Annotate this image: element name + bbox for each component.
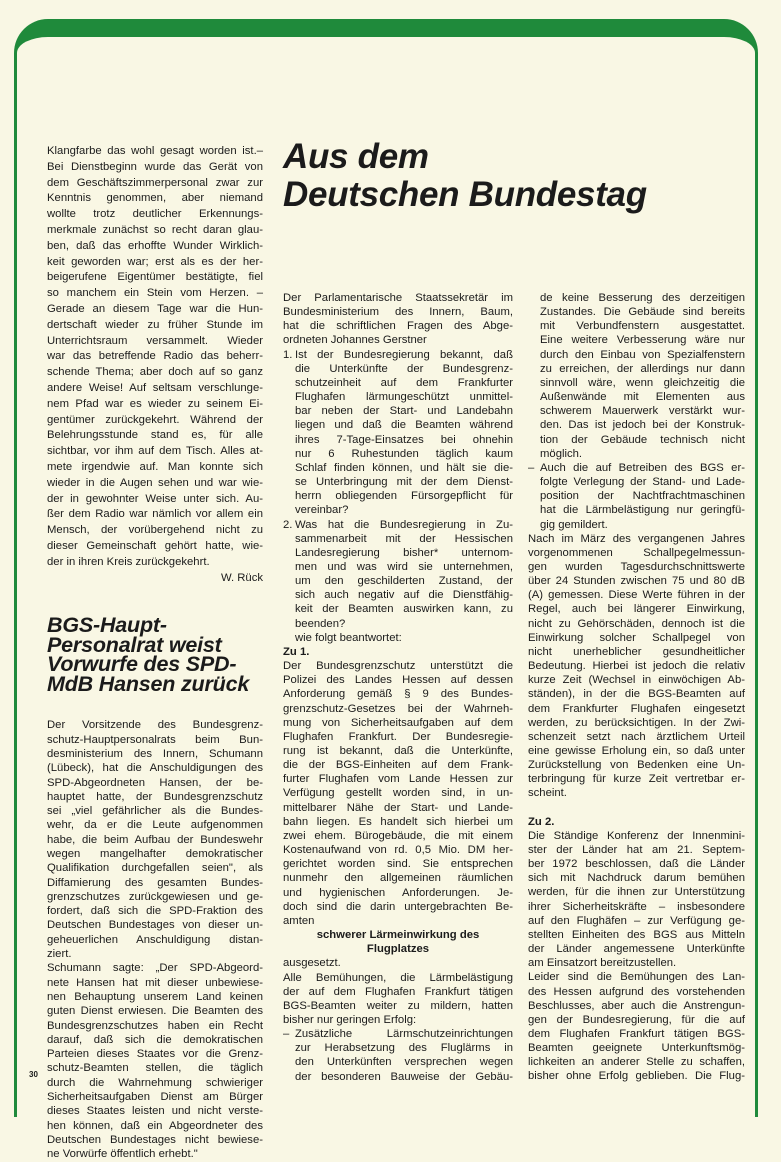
headline-line: Personalrat weist [47,632,222,657]
list-item [528,291,745,461]
text-line: wegen mangelhafter demokratischer [47,847,263,860]
text-line: desministerium des Innern, Schumann [47,747,263,760]
text-line: rung ist bekannt, daß die Unterkünfte, [283,745,513,757]
text-line: um den geschilderten Zustand, der [295,575,513,588]
text-line: vorgenommenen Schallpegelmessun- [528,546,745,559]
paragraph [47,961,263,1161]
text-line: ordneten Johannes Gerstner [283,334,427,347]
text-line: gerichtet worden sind. Sie entsprechen [283,858,513,871]
text-line: hat die schriftlichen Fragen des Abge- [283,320,513,333]
article-radio-ending [47,144,263,586]
text-line: nem Pfad war es wieder zu seinem Ei- [47,397,263,410]
text-line: habe, die beim Aufbau der Bundeswehr [47,833,263,846]
text-line: Kostenaufwand von rd. 0,5 Mio. DM her- [283,844,513,857]
text-line: ßer dem Radio war nämlich vor allem ein [47,508,263,521]
text-line: Belehrungsstunde stand es, für alle [47,429,263,442]
text-line: der in gewohnter Weise unter sich. Au- [47,492,263,505]
text-line: Mensch, der vorübergehend nicht zu [47,524,263,537]
article-headline-bgs [47,613,263,696]
text-line: amten [283,914,315,927]
text-line: terbringung für kurze Zeit vertretbar er- [528,773,745,786]
text-line: gentümer zurückgekehrt. Während der [47,413,263,426]
text-line: Klangfarbe das wohl gesagt worden ist.– [47,145,263,157]
text-line: andere Weise! Auf seltsam verschlunge- [47,381,263,394]
text-line: position der Nachtfrachtmaschinen [540,490,745,503]
text-line: Einwirkung solcher Schallpegel von [528,631,745,644]
section-title [283,138,647,214]
left-column [47,144,263,1162]
text-line: Anforderung gemäß § 9 des Bundes- [283,688,513,701]
text-line: Flugplatzes [366,943,430,956]
list-marker: – [283,1028,290,1041]
text-line: Beschlusses, aber auch die Anstrengun- [528,999,745,1012]
list-marker: – [528,461,535,474]
article-bgs-body [47,718,263,1161]
text-line: kurze Zeit (Wechsel in einwöchigen Ab- [528,674,745,687]
text-line: schutz-Hauptpersonalrats beim Bun- [47,733,263,746]
spacer [528,801,745,815]
text-line: hat die Lärmbelästigung nur geringfü- [540,504,745,517]
text-line: dertschaft wieder zu früher Stunde im [47,318,263,331]
text-line: fordert, daß sich die SPD-Fraktion des [47,905,263,918]
paragraph [283,291,513,348]
text-line: Deutschen Bundestages von dieser un- [47,919,263,932]
text-line: und hygienischen Anforderungen. Je- [283,886,513,899]
text-line: Zu 1. [283,645,310,658]
text-line: guten Dienst erwiesen. Die Beamten des [47,1005,263,1018]
text-line: Bedeutung. Hierbei ist jedoch die relativ [528,660,745,673]
page-number: 30 [29,1070,38,1079]
text-line: W. Rück [220,571,263,584]
list-item [283,518,513,631]
text-line: Polizei des Landes Hessen auf dessen [283,674,513,687]
text-line: sich auch negativ auf die Dienstfähig- [295,589,513,602]
text-line: Leider sind die Bemühungen des Lan- [528,971,745,984]
text-line: schwerem Mauerwerk verstärkt wur- [540,405,745,418]
list-item [283,1027,513,1084]
text-line: die der BGS-Einheiten auf dem Frank- [283,759,513,772]
text-line: des Hessen aufgrund des vorstehenden [528,985,745,998]
text-line: schwerer Lärmeinwirkung des [316,929,480,942]
text-line: der auf dem Flughafen Frankfurt tätigen [283,985,513,998]
text-line: war das betreffende Radio das beherr- [47,350,263,363]
list-item [283,348,513,518]
section-title-line: Deutschen Bundestag [283,175,647,214]
text-line: Der Vorsitzende des Bundesgrenz- [47,719,263,732]
text-line: scheint. [528,787,567,800]
text-line: geheuerlichen Anschuldigung distan- [47,933,263,946]
text-line: Bei Dienstbeginn wurde das Gerät von [47,160,263,173]
text-line: der Länder angemessene Unterkünfte [528,943,745,956]
text-line: schutz-Beamten stellen, die täglich [47,1062,263,1075]
paragraph [47,718,263,961]
text-line: Bundesministerium des Innern, Baum, [283,306,513,319]
text-line: Flughafen lärmungeschützt unmittel- [295,391,513,404]
text-line: schende Thema; aber doch auf so ganz [47,366,263,379]
text-line: gen der Bundesregierung, für die auf [528,1013,745,1026]
list-item [283,631,513,645]
text-line: wollte trotz deutlicher Erkennungs- [47,208,263,221]
text-line: lichkeiten an anderer Stelle zu schaffen, [528,1056,745,1069]
text-line: der besonderen Bauweise der Gebäu- [295,1070,513,1083]
text-line: die Unterkünfte der Bundesgrenz- [295,362,513,375]
paragraph [283,971,513,1028]
text-line: SPD-Abgeordneten Hansen, der be- [47,776,263,789]
text-line: dieser Gemeinschaft gehört hatte, wie- [47,539,263,552]
text-line: Zusätzliche Lärmschutzeinrichtungen [295,1028,513,1041]
text-line: wie folgt beantwortet: [295,631,402,644]
text-line: keit der Beamten auswirken kann, zu [295,603,513,616]
text-line: schenzeit setzt nach ärztlichem Urteil [528,730,745,743]
text-line: nur 6 Ruhestunden täglich kaum [295,447,513,460]
text-line: Alle Bemühungen, die Lärmbelästigung [283,971,513,984]
text-line: Schlaf finden können, und hält sie die- [295,461,513,474]
text-line: dieses Staates leisten und nicht verste- [47,1105,263,1118]
text-line: hen können, daß ein Abgeordneter des [47,1119,263,1132]
text-line: den. Das ist jedoch bei der Konstruk- [540,419,745,432]
paragraph [47,144,263,571]
text-line: gig gemildert. [540,518,608,531]
text-line: sich mit Nachdruck darum bemühen [528,872,745,885]
text-line: keit geworden war; erst als es der her- [47,255,263,268]
text-line: nunmehr den allgemeinen räumlichen [283,872,513,885]
section-title-line: Aus dem [283,137,429,176]
headline-line: Vorwurfe des SPD- [47,652,237,677]
text-line: am Einsatzort bereitzustellen. [528,957,677,970]
text-line: der in ihren Kreis zurückgekehrt. [47,555,210,568]
text-line: Unterrichtsraum versammelt. Wieder [47,334,263,347]
text-line: Beamten geeignete Unterkunftsmög- [528,1042,745,1055]
text-line: furter Flughafen vom Lande Hessen zur [283,773,513,786]
text-line: mung von Sicherheitsaufgaben auf dem [283,716,513,729]
text-line: Ist der Bundesregierung bekannt, daß [295,348,513,361]
text-line: ster der Länder hat am 21. Septem- [528,843,745,856]
text-line: stellten Einheiten des BGS aus Mitteln [528,928,745,941]
text-line: zur Herabsetzung des Fluglärms in [295,1042,513,1055]
text-line: bar neben der Start- und Landebahn [295,405,513,418]
text-line: Qualifikation durchgefallen seien", als [47,862,263,875]
text-line: ausgesetzt. [283,957,341,970]
text-line: se Unterbringung mit der dem Dienst- [295,476,513,489]
text-line: sichtbar, vor ihm auf dem Tisch. Alles at- [47,445,263,458]
paragraph [283,956,513,970]
text-line: ziert. [47,948,72,961]
text-line: (Lübeck), hat die Anschuldigungen des [47,762,263,775]
paragraph [528,829,745,971]
text-line: gen wurden Tagesdurchschnittswerte [528,560,745,573]
text-line: Der Parlamentarische Staatssekretär im [283,292,513,304]
text-line: Regel, auch bei längerer Einwirkung, [528,603,745,616]
text-line: Schumann sagte: „Der SPD-Abgeord- [47,962,263,975]
text-line: dem Flughafen Frankfurt tätigen BGS- [528,1027,745,1040]
text-line: Die Ständige Konferenz der Innenmini- [528,829,745,842]
text-line: liegen und daß die Beamten während [295,419,513,432]
list-item [528,461,745,532]
text-line: werden, für die ihnen zur Unterstützung [528,886,745,899]
middle-column [283,291,513,1084]
text-line: über 24 Stunden zwischen 75 und 80 dB [528,575,745,588]
text-line: Nach im März des vergangenen Jahres [528,532,745,545]
text-line: ihrer Sicherheitskräfte – insbesondere [528,900,745,913]
text-line: (A) gemessen. Diese Werte führen in der [528,589,745,602]
paragraph [528,532,745,801]
text-line: durch den Einbau von Spezialfenstern [540,348,745,361]
text-line: doch sind die darin untergebrachten Be- [283,900,513,913]
text-line: sei „viel gefährlicher als die Bundes- [47,805,263,818]
text-line: grenzschutz-Gesetzes bei der Wahrneh- [283,702,513,715]
text-line: mittelbarer Nähe der Start- und Lande- [283,801,513,814]
text-line: Deutschen Bundestages nicht bewiese- [47,1133,263,1146]
author-credit [47,571,263,587]
text-line: BGS-Beamten weiter zu mildern, hatten [283,999,513,1012]
text-line: Auch die auf Betreiben des BGS er- [540,461,745,474]
text-line: ständen), in der die BGS-Beamten auf [528,688,745,701]
text-line: vereinbar? [295,504,349,517]
list-marker: 1. [283,348,293,361]
subheading [283,645,513,659]
text-line: dem Geschäftszimmerpersonal zwar zur [47,176,263,189]
text-line: zu erreichen, der allerdings nur dann [540,362,745,375]
text-line: dem Frankfurter Flughafen eingesetzt [528,702,745,715]
text-line: sinnvoll wäre, wenn gleichzeitig die [540,376,745,389]
text-line: merkmale zunächst so recht daran glau- [47,223,263,236]
text-line: auf den Flughäfen – zur Verfügung ge- [528,914,745,927]
text-line: wieder in die Augen sehen und war wie- [47,476,263,489]
text-line: eine gewisse Erholung ein, so daß unter [528,745,745,757]
text-line: Verfügung gestellt worden sind, in un- [283,787,513,800]
text-line: bisher ohne Erfolg geblieben. Die Flug- [528,1070,745,1083]
text-line: nen Behauptung unserem Land keinen [47,990,263,1003]
text-line: hauptet hatte, der Bundesgrenzschutz [47,790,263,803]
text-line: Flughafen Frankfurt. Der Bundesregie- [283,730,513,743]
text-line: den Unterkünften versprechen wegen [295,1056,513,1069]
paragraph [283,659,513,928]
text-line: folgte Verlegung der Stand- und Lade- [540,476,745,489]
text-line: men und was wird sie unternehmen, [295,560,513,573]
text-line: Landesregierung bisher* unternom- [295,546,513,559]
text-line: Eine weitere Verbesserung wäre nur [540,334,745,347]
text-line: durch die Wahrnehmung schwieriger [47,1076,263,1089]
text-line: mete irgendwie auf. Man konnte sich [47,460,263,473]
headline-line: BGS-Haupt- [47,613,167,638]
text-line: bahn liegen. Es handelt sich hierbei um [283,815,513,828]
text-line: mit Verbundfenstern ausgestattet. [540,320,745,333]
text-line: wehr, da er die Leute aufgenommen [47,819,263,832]
right-column [528,291,745,1084]
text-line: werden, zu berücksichtigen. In der Zwi- [528,716,745,729]
text-line: Zu 2. [528,815,555,828]
text-line: Diffamierung des gesamten Bundes- [47,876,263,889]
text-line: so manchem ein Stein vom Herzen. – [47,287,263,300]
text-line: Sicherheitsaufgaben Dienst am Bürger [47,1091,263,1104]
text-line: bisher nur geringen Erfolg: [283,1013,417,1026]
subheading [528,815,745,829]
text-line: ben, daß das erhoffte Wunder Wirklich- [47,239,263,252]
text-line: darauf, daß sich die demokratischen [47,1033,263,1046]
text-line: nicht unerheblicher gesundheitlicher [528,645,745,658]
text-line: ihres 7-Tage-Einsatzes bei ohnehin [295,433,513,446]
text-line: Gerade an diesem Tage war die Hun- [47,302,263,315]
text-line: Zurückstellung von Bedenken eine Un- [528,759,745,772]
list-marker: 2. [283,518,293,531]
text-line: Der Bundesgrenzschutz unterstützt die [283,660,513,673]
text-line: nete Hansen hat mit dieser unbewiese- [47,976,263,989]
text-line: beigerufene Eigentümer bestätigte, fiel [47,271,263,284]
text-line: möglich. [540,447,583,460]
centered-emphasis [283,928,513,956]
text-line: nicht zu Gehörschäden, dennoch ist die [528,617,745,630]
text-line: grenzschutzes zurückgewiesen und ge- [47,890,263,903]
text-line: Bundesgrenzschutzes haben ein Recht [47,1019,263,1032]
text-line: de keine Besserung des derzeitigen [540,292,745,304]
text-line: tion der Gebäude technisch nicht [540,433,745,446]
text-line: Parteien dieses Staates vor die Grenz- [47,1048,263,1061]
headline-line: MdB Hansen zurück [47,671,250,696]
text-line: ber 1972 beschlossen, daß die Länder [528,858,745,871]
text-line: schutzeinheit auf dem Frankfurter [295,376,513,389]
text-line: herrn obliegenden Fürsorgepflicht für [295,490,513,503]
text-line: sammenarbeit mit der Hessischen [295,532,513,545]
text-line: Kenntnis genommen, aber niemand [47,192,263,205]
text-line: beenden? [295,617,346,630]
paragraph [528,970,745,1083]
text-line: Zustandes. Die Gebäude sind bereits [540,306,745,319]
text-line: ne Vorwürfe öffentlich erhebt." [47,1148,198,1161]
text-line: Was hat die Bundesregierung in Zu- [295,518,513,531]
text-line: Außenwände mit Elementen aus [540,391,745,404]
text-line: zwei ehem. Bürogebäude, die mit einem [283,829,513,842]
